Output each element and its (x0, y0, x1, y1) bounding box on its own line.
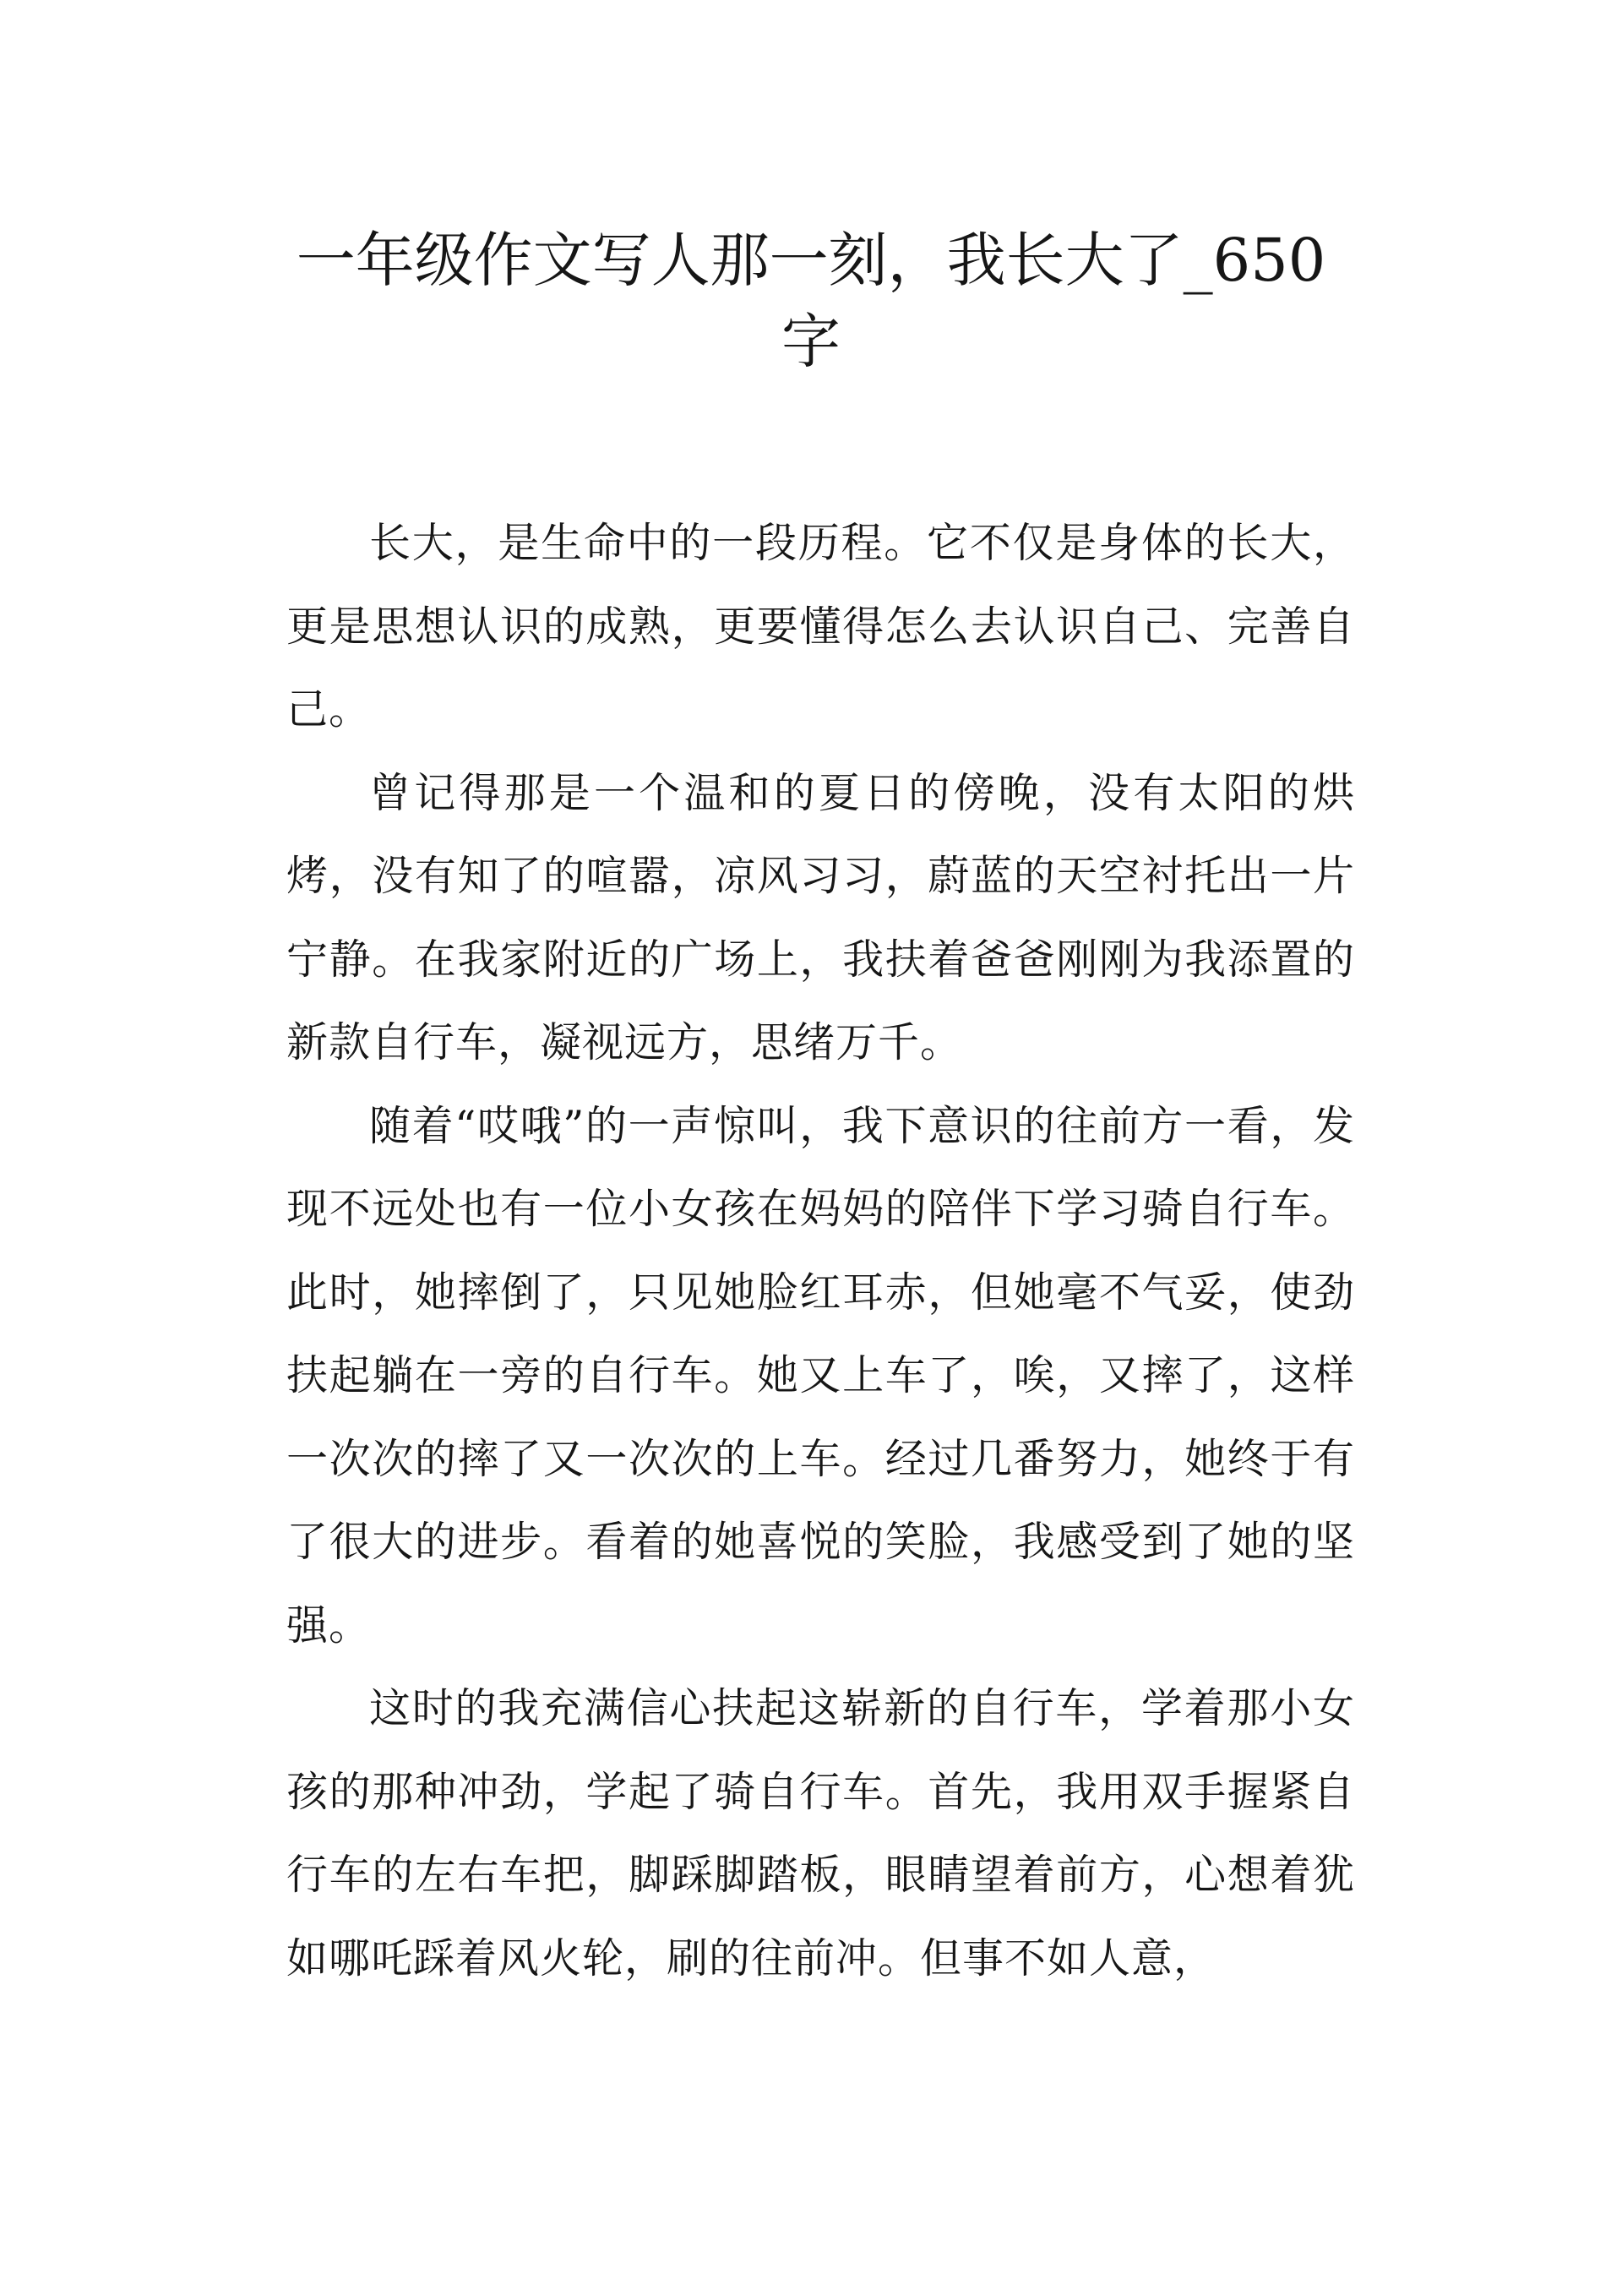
paragraph: 长大，是生命中的一段历程。它不仅是身体的长大，更是思想认识的成熟，更要懂得怎么去认识自己、完善自己。 (286, 519, 1355, 734)
paragraph: 这时的我充满信心扶起这崭新的自行车，学着那小女孩的那种冲劲，学起了骑自行车。首先，我用双手握紧自行车的左右车把，脚踩脚踏板，眼睛望着前方，心想着犹如哪吒踩着风火轮，刷的往前冲。但事不如人意， (286, 1684, 1355, 1982)
document-title: 一年级作文写人那一刻，我长大了_650字 (296, 226, 1326, 376)
paragraph: 曾记得那是一个温和的夏日的傍晚，没有太阳的烘烤，没有知了的喧嚣，凉风习习，蔚蓝的天空衬托出一片宁静。在我家附近的广场上，我扶着爸爸刚刚为我添置的新款自行车，凝视远方，思绪万千。 (286, 768, 1355, 1066)
paragraph: 随着“哎哦”的一声惊叫，我下意识的往前方一看，发现不远处也有一位小女孩在妈妈的陪伴下学习骑自行车。此时，她摔倒了，只见她脸红耳赤，但她毫不气妥，使劲扶起躺在一旁的自行车。她又上车了，唉，又摔了，这样一次次的摔了又一次次的上车。经过几番努力，她终于有了很大的进步。看着的她喜悦的笑脸，我感受到了她的坚强。 (286, 1101, 1355, 1650)
document-body (286, 502, 1355, 2000)
